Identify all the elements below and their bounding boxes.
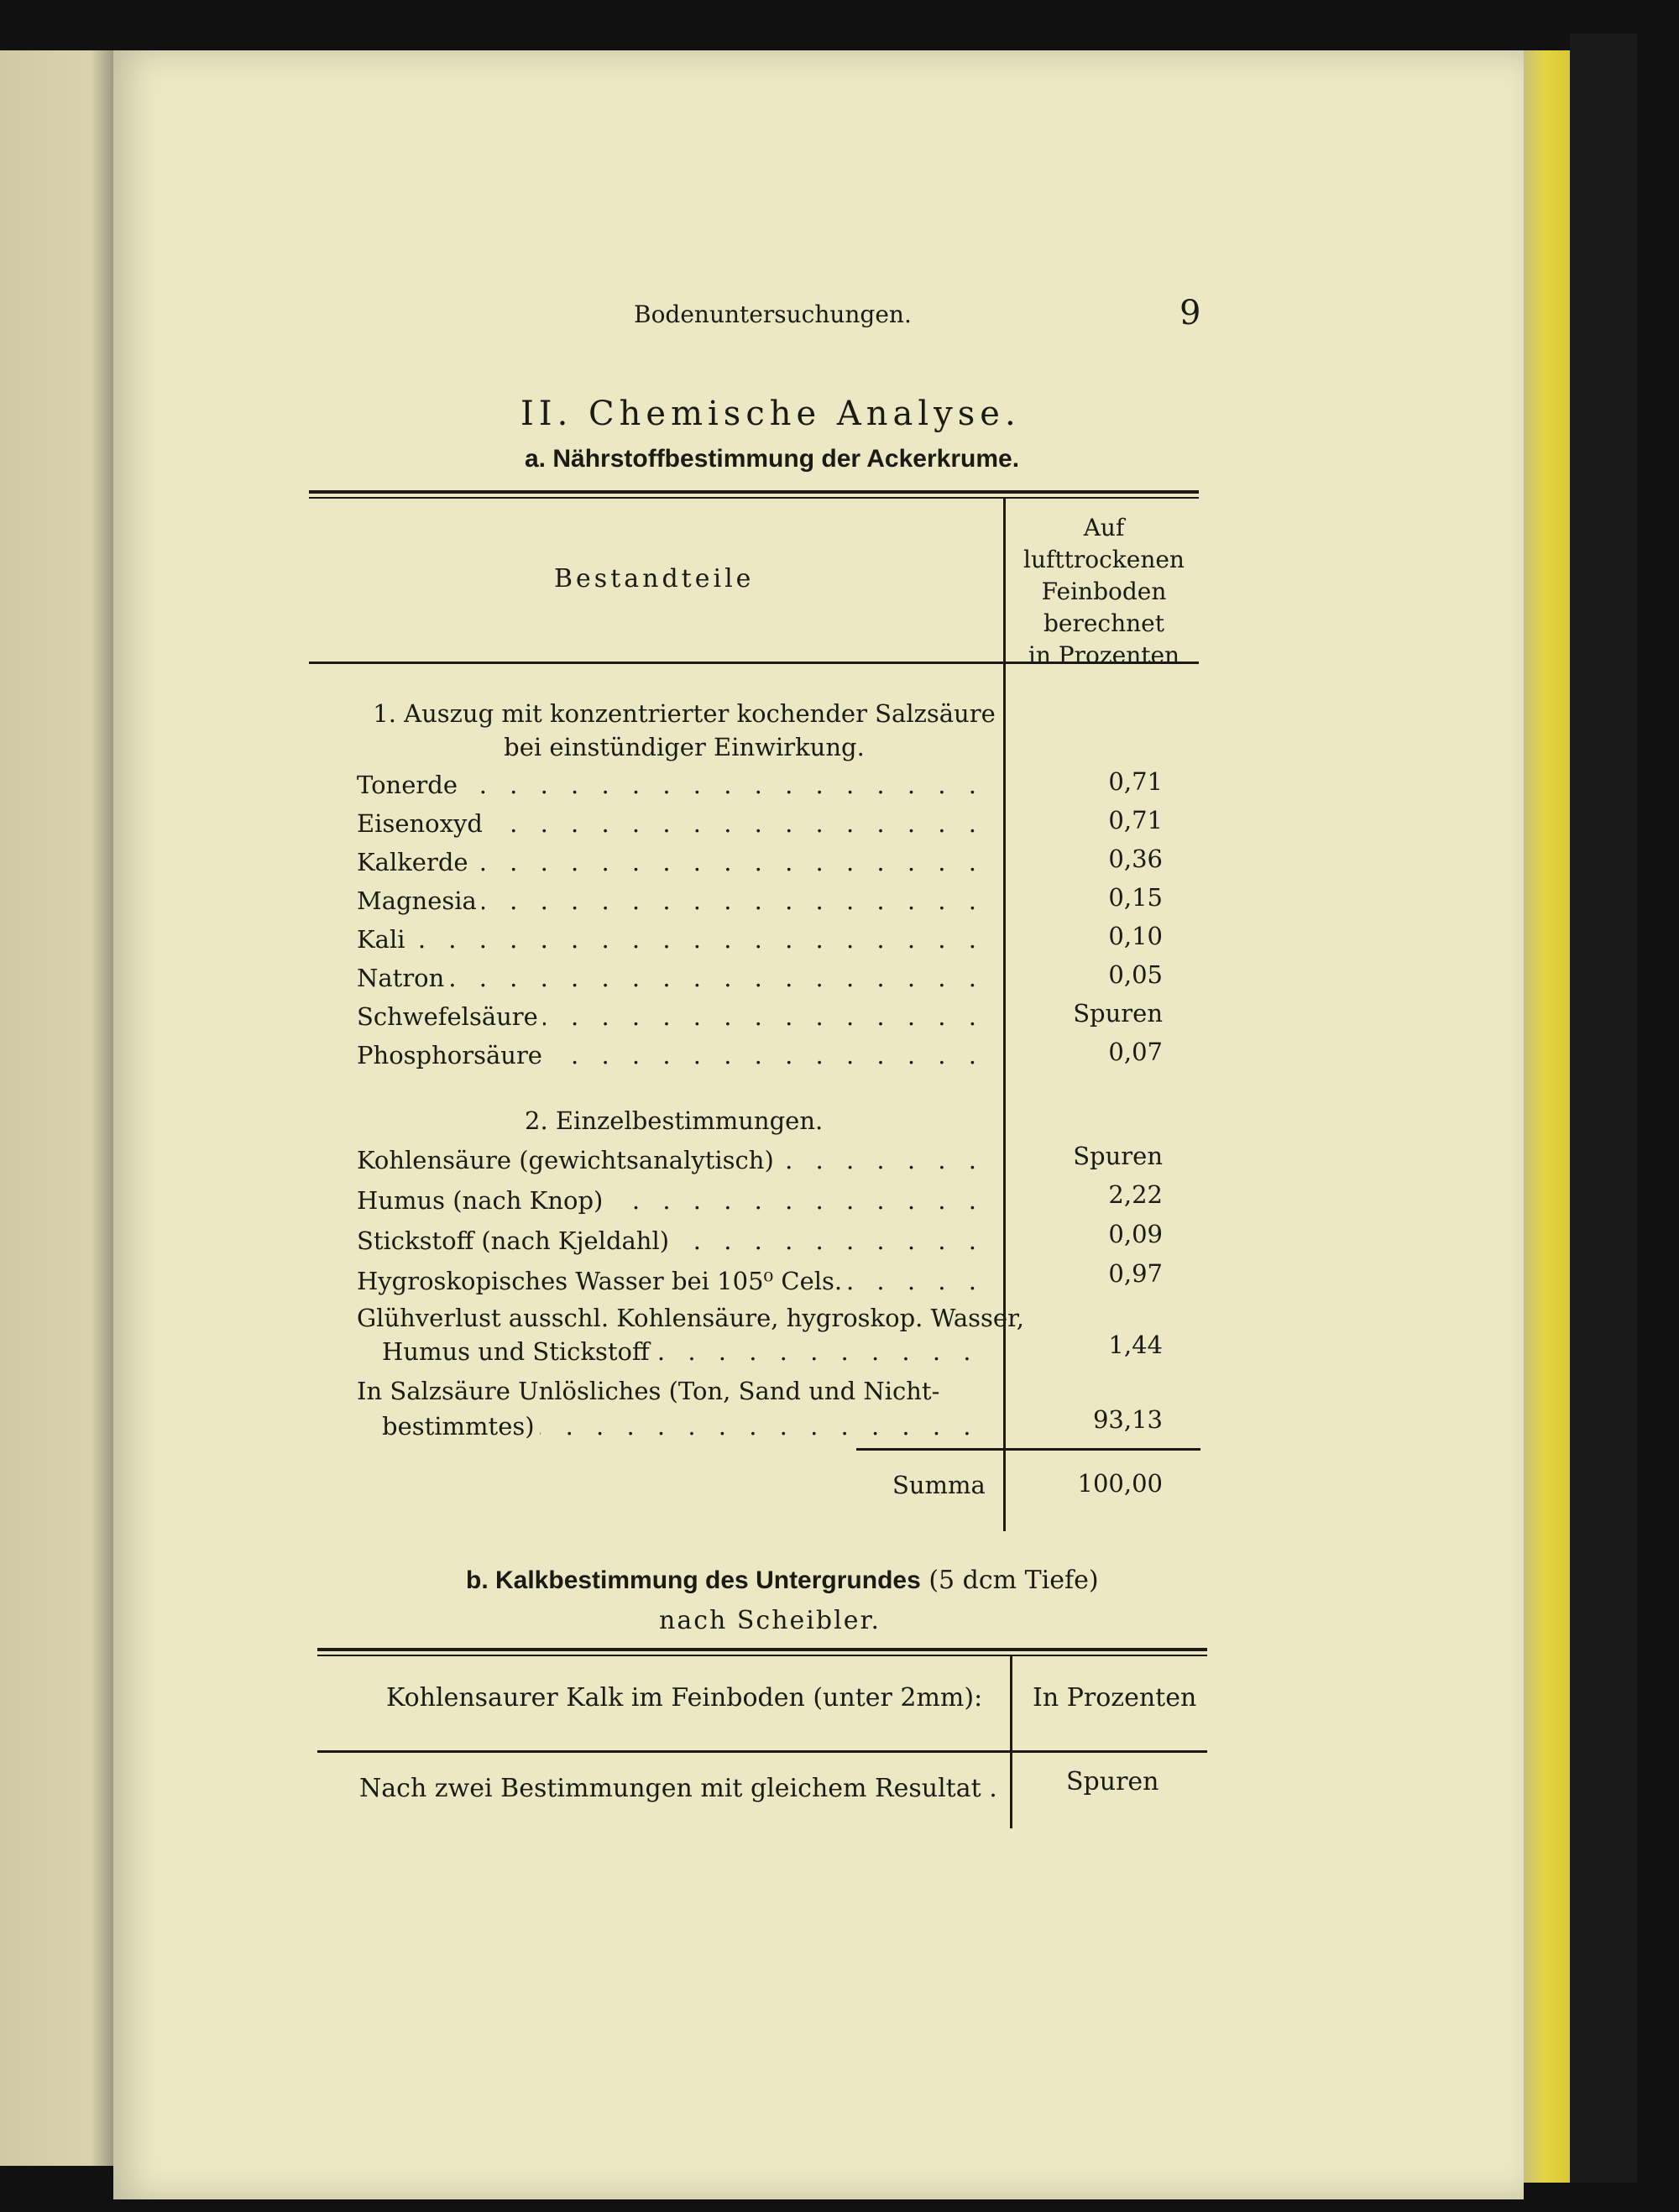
group1-title bbox=[361, 697, 1007, 764]
row-value: 93,13 bbox=[1092, 1405, 1163, 1434]
row-value: 0,10 bbox=[1108, 922, 1163, 950]
col-head-line: Auf bbox=[1083, 514, 1125, 541]
table-a-top-rule bbox=[309, 490, 1199, 494]
row-value: Spuren bbox=[1073, 1142, 1163, 1170]
row-label: Natron bbox=[357, 964, 449, 992]
table-b-column-header: Kohlensaurer Kalk im Feinboden (unter 2mm): bbox=[386, 1683, 983, 1713]
row-value: 0,36 bbox=[1108, 845, 1163, 873]
table-b-top-rule-thin bbox=[317, 1655, 1207, 1656]
group2-title: 2. Einzelbestimmungen. bbox=[525, 1106, 824, 1135]
subsection-b-bold: b. Kalkbestimmung des Untergrundes bbox=[466, 1566, 921, 1594]
row-label: Hygroskopisches Wasser bei 105⁰ Cels. bbox=[357, 1267, 847, 1295]
row-label: Phosphorsäure bbox=[357, 1041, 547, 1069]
row-value: 0,97 bbox=[1108, 1259, 1163, 1288]
row-value: 2,22 bbox=[1108, 1180, 1163, 1209]
table-a-top-rule-thin bbox=[309, 497, 1199, 499]
sum-label: Summa bbox=[892, 1471, 986, 1499]
table-row bbox=[357, 886, 978, 915]
row-label: Magnesia bbox=[357, 886, 482, 915]
row-label: Stickstoff (nach Kjeldahl) bbox=[357, 1226, 674, 1255]
table-b-column-divider bbox=[1010, 1656, 1012, 1828]
row-label: Eisenoxyd bbox=[357, 809, 488, 838]
subsection-b-rest: (5 dcm Tiefe) bbox=[928, 1566, 1099, 1595]
row-value: 0,09 bbox=[1108, 1220, 1163, 1248]
table-row bbox=[357, 1186, 978, 1215]
col-head-line: berechnet bbox=[1043, 609, 1165, 637]
col-head-line: in Prozenten bbox=[1028, 641, 1180, 669]
table-b-row-label: Nach zwei Bestimmungen mit gleichem Resultat . bbox=[359, 1774, 997, 1803]
row-value: 0,05 bbox=[1108, 960, 1163, 989]
running-header: Bodenuntersuchungen. bbox=[634, 301, 912, 328]
row-value: 0,71 bbox=[1108, 767, 1163, 796]
table-row bbox=[357, 925, 978, 954]
table-row bbox=[357, 1146, 978, 1174]
table-b-top-rule bbox=[317, 1648, 1207, 1651]
row-value: 1,44 bbox=[1108, 1331, 1163, 1359]
column-header-bestandteile: Bestandteile bbox=[554, 564, 755, 594]
sum-value: 100,00 bbox=[1077, 1469, 1163, 1498]
row-label: In Salzsäure Unlösliches (Ton, Sand und Nicht- bbox=[357, 1377, 940, 1405]
page-number: 9 bbox=[1179, 294, 1201, 332]
col-head-line: lufttrockenen bbox=[1023, 546, 1185, 573]
table-row bbox=[357, 809, 978, 838]
table-b-row-value: Spuren bbox=[1066, 1767, 1159, 1796]
group1-title-line: bei einstündiger Einwirkung. bbox=[504, 733, 865, 761]
subsection-a-title: a. Nährstoffbestimmung der Ackerkrume. bbox=[525, 445, 1020, 473]
row-label: Kalkerde bbox=[357, 848, 473, 876]
table-row bbox=[357, 1002, 978, 1031]
row-value: Spuren bbox=[1073, 999, 1163, 1028]
row-label: bestimmtes) bbox=[382, 1412, 540, 1441]
row-label: Kohlensäure (gewichtsanalytisch) bbox=[357, 1146, 779, 1174]
book-cover bbox=[1570, 34, 1637, 2183]
table-a-sum-rule bbox=[856, 1448, 1200, 1451]
column-header-prozenten bbox=[1007, 512, 1200, 672]
table-row bbox=[382, 1337, 978, 1366]
table-row bbox=[357, 1267, 978, 1295]
table-row bbox=[357, 964, 978, 992]
table-row bbox=[357, 771, 978, 799]
row-label: Humus und Stickstoff bbox=[382, 1337, 655, 1366]
row-value: 0,71 bbox=[1108, 806, 1163, 834]
row-label: Tonerde bbox=[357, 771, 463, 799]
subsection-b-line2: nach Scheibler. bbox=[659, 1606, 881, 1635]
row-value: 0,07 bbox=[1108, 1038, 1163, 1066]
group1-title-line: 1. Auszug mit konzentrierter kochender Salzsäure bbox=[373, 699, 996, 728]
section-title: II. Chemische Analyse. bbox=[520, 395, 1021, 433]
page-stack-edge bbox=[1524, 50, 1570, 2183]
table-row bbox=[382, 1412, 978, 1441]
row-label: Schwefelsäure bbox=[357, 1002, 543, 1031]
subsection-b-title bbox=[466, 1566, 1099, 1595]
row-label: Humus (nach Knop) bbox=[357, 1186, 608, 1215]
col-head-line: Feinboden bbox=[1041, 578, 1167, 605]
row-label: Glühverlust ausschl. Kohlensäure, hygroskop. Wasser, bbox=[357, 1304, 1024, 1332]
table-b-header-rule bbox=[317, 1750, 1207, 1753]
table-a-column-divider bbox=[1003, 499, 1006, 1531]
table-b-column-header-right: In Prozenten bbox=[1033, 1683, 1197, 1713]
row-label: Kali bbox=[357, 925, 411, 954]
table-row bbox=[357, 848, 978, 876]
table-row bbox=[357, 1226, 978, 1255]
left-page-edge bbox=[0, 50, 113, 2166]
table-row bbox=[357, 1041, 978, 1069]
row-value: 0,15 bbox=[1108, 883, 1163, 912]
